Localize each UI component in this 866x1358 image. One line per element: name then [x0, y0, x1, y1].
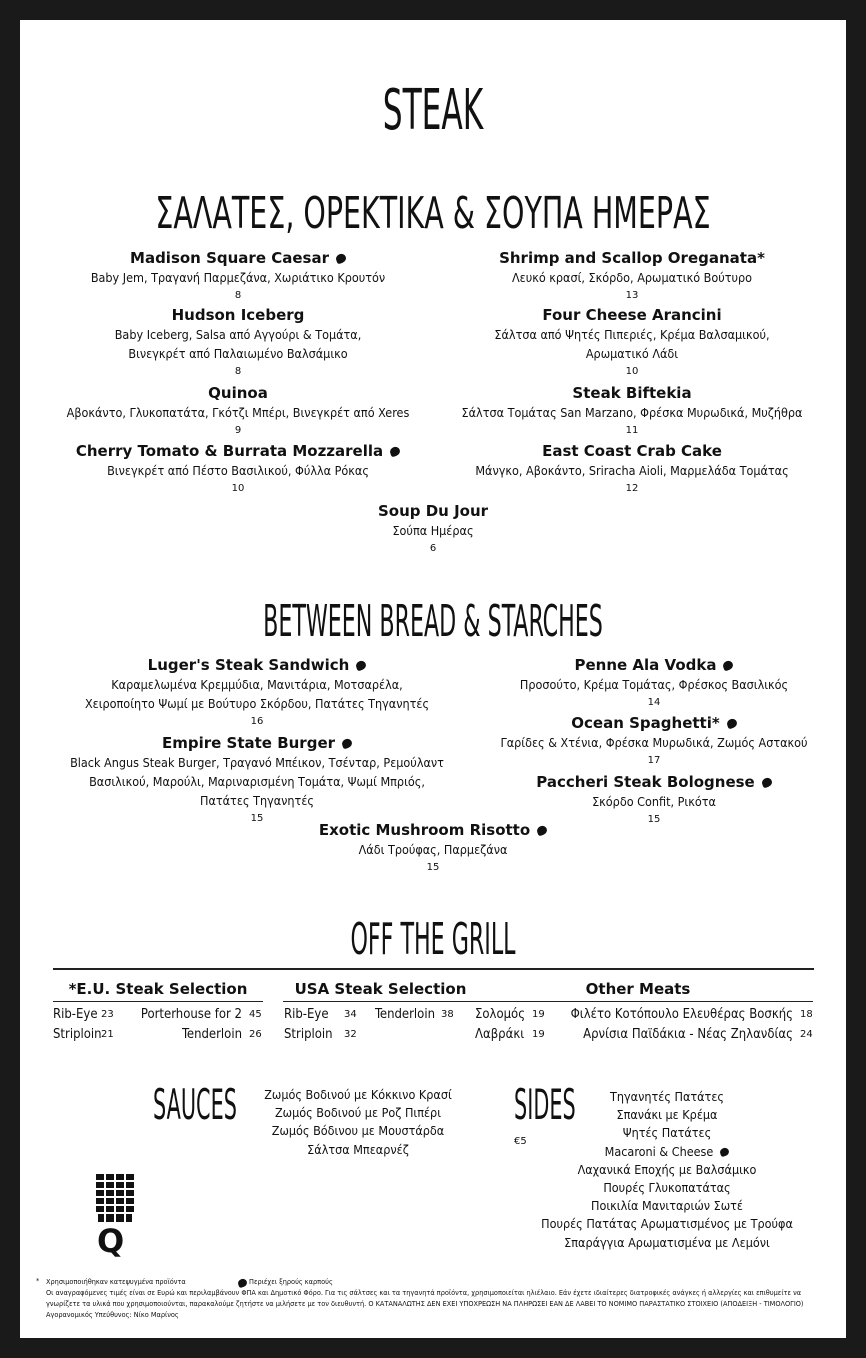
- menu-item-price: 12: [625, 483, 639, 494]
- sides-list: [517, 1088, 817, 1252]
- menu-item-price: 9: [234, 425, 242, 436]
- nut-leaf-icon: [760, 777, 772, 789]
- menu-item-name-text: Exotic Mushroom Risotto: [318, 821, 531, 839]
- menu-title: STEAK: [382, 78, 484, 143]
- menu-item-price: 15: [647, 814, 661, 825]
- menu-item-name: [233, 502, 633, 521]
- menu-item: [454, 656, 854, 710]
- section-title-grill: OFF THE GRILL: [350, 914, 516, 965]
- menu-item: [454, 714, 854, 768]
- menu-item-name: [432, 306, 832, 325]
- nut-leaf-icon: [335, 253, 347, 265]
- menu-item-description: Σάλτσα Τομάτας San Marzano, Φρέσκα Μυρωδικά, Μυζήθρα: [461, 405, 803, 420]
- menu-item-name: [432, 249, 832, 268]
- footer-star-symbol: *: [36, 1276, 40, 1285]
- sauce-item: Ζωμός Βοδινού με Ροζ Πιπέρι: [274, 1105, 442, 1121]
- menu-item-price: 16: [250, 716, 264, 727]
- menu-item-description: Σούπα Ημέρας: [392, 523, 474, 538]
- grill-other-rule: [473, 1001, 813, 1002]
- menu-item: [38, 384, 438, 438]
- menu-item: [432, 249, 832, 303]
- grill-price: 32: [344, 1029, 357, 1040]
- menu-item-name-text: Soup Du Jour: [377, 502, 489, 520]
- nut-leaf-icon: [237, 1278, 248, 1289]
- grill-price: 23: [101, 1009, 114, 1020]
- side-item-text: Λαχανικά Εποχής με Βαλσάμικο: [577, 1161, 757, 1177]
- menu-item-price: 14: [647, 697, 661, 708]
- menu-item-price: 15: [426, 862, 440, 873]
- menu-item-description: Βασιλικού, Μαρούλι, Μαριναρισμένη Τομάτα, Ψωμί Μπριός,: [89, 774, 425, 789]
- grill-usa-heading: USA Steak Selection: [294, 980, 467, 998]
- menu-item-description: Γαρίδες & Χτένια, Φρέσκα Μυρωδικά, Ζωμός Αστακού: [500, 735, 808, 750]
- side-item: [517, 1215, 817, 1233]
- menu-item-description: Σάλτσα από Ψητές Πιπεριές, Κρέμα Βαλσαμικού,: [494, 327, 770, 342]
- grill-cut: Φιλέτο Κοτόπουλο Ελευθέρας Βοσκής: [570, 1007, 793, 1022]
- grill-price: 19: [532, 1009, 545, 1020]
- menu-item-price: 6: [429, 543, 437, 554]
- menu-item: [233, 821, 633, 875]
- menu-item-price: 13: [625, 290, 639, 301]
- grill-cut: Striploin: [53, 1027, 102, 1042]
- sides-title: SIDES: [514, 1080, 576, 1129]
- nut-leaf-icon: [722, 660, 734, 672]
- menu-item-description: Προσούτο, Κρέμα Τομάτας, Φρέσκος Βασιλικός: [519, 677, 789, 692]
- side-item: [517, 1143, 817, 1161]
- menu-item-name: [454, 773, 854, 792]
- grill-price: 24: [800, 1029, 813, 1040]
- grill-usa-rule: [283, 1001, 478, 1002]
- menu-item-name: [42, 734, 472, 753]
- menu-item: [233, 502, 633, 556]
- side-item-text: Macaroni & Cheese: [604, 1143, 714, 1159]
- menu-item-description: Καραμελωμένα Κρεμμύδια, Μανιτάρια, Μοτσαρέλα,: [111, 677, 403, 692]
- menu-item-name-text: Quinoa: [208, 384, 268, 402]
- grill-cut: Αρνίσια Παϊδάκια - Νέας Ζηλανδίας: [583, 1027, 793, 1042]
- menu-item-name-text: Cherry Tomato & Burrata Mozzarella: [75, 442, 384, 460]
- menu-item-price: 8: [234, 290, 242, 301]
- menu-item-name: [432, 442, 832, 461]
- section-title-salads: ΣΑΛΑΤΕΣ, ΟΡΕΚΤΙΚΑ & ΣΟΥΠΑ ΗΜΕΡΑΣ: [155, 188, 711, 239]
- menu-item: [42, 734, 472, 826]
- side-item: [517, 1234, 817, 1252]
- grill-eu-rule: [53, 1001, 263, 1002]
- sides-price: €5: [514, 1136, 527, 1147]
- menu-item: [38, 249, 438, 303]
- nut-leaf-icon: [341, 738, 353, 750]
- grill-cut: Σολομός: [475, 1007, 526, 1022]
- menu-item: [42, 656, 472, 729]
- side-item-text: Ποικιλία Μανιταριών Σωτέ: [591, 1198, 743, 1214]
- menu-item-description: Χειροποίητο Ψωμί με Βούτυρο Σκόρδου, Πατάτες Τηγανητές: [84, 696, 430, 711]
- grill-price: 21: [101, 1029, 114, 1040]
- side-item: [517, 1161, 817, 1179]
- side-item-text: Πουρές Γλυκοπατάτας: [603, 1180, 731, 1196]
- menu-item-name-text: Four Cheese Arancini: [542, 306, 722, 324]
- menu-item-name-text: Luger's Steak Sandwich: [147, 656, 350, 674]
- menu-item-name-text: Steak Biftekia: [572, 384, 692, 402]
- footer-line-2: γνωρίζετε τα υλικά που χρησιμοποιούνται, παρακαλούμε ζητήστε να μιλήσετε με τον διευθυντή. Ο ΚΑΤΑΝΑΛΩΤΗΣ ΔΕΝ ΕΧΕΙ ΥΠΟΧΡΕΩΣΗ ΝΑ ΠΛΗΡΩΣΕΙ ΕΑΝ ΔΕ ΛΑΒΕΙ ΤΟ ΝΟΜΙΜΟ ΠΑΡΑΣΤΑΤΙΚΟ ΣΤΟΙΧΕΙΟ (ΑΠΟΔΕΙΞΗ - ΤΙΜΟΛΟΓΙΟ): [46, 1299, 804, 1308]
- side-item: [517, 1106, 817, 1124]
- menu-item-name-text: Madison Square Caesar: [130, 249, 329, 267]
- menu-item-description: Βινεγκρέτ από Παλαιωμένο Βαλσάμικο: [128, 346, 348, 361]
- side-item-text: Σπαράγγια Αρωματισμένα με Λεμόνι: [564, 1234, 770, 1250]
- footer-line-3: Αγορανομικός Υπεύθυνος: Νίκο Μαρίνος: [46, 1310, 179, 1319]
- side-item-text: Σπανάκι με Κρέμα: [616, 1107, 718, 1123]
- chef-hat-logo: [90, 1170, 140, 1265]
- side-item-text: Ψητές Πατάτες: [622, 1125, 712, 1141]
- grill-cut: Porterhouse for 2: [140, 1007, 242, 1022]
- menu-item: [432, 384, 832, 438]
- footer-nuts-note: Περιέχει ξηρούς καρπούς: [249, 1277, 333, 1286]
- side-item: [517, 1088, 817, 1106]
- grill-top-rule: [53, 968, 814, 970]
- side-item-text: Τηγανητές Πατάτες: [610, 1089, 724, 1104]
- menu-item-price: 10: [625, 366, 639, 377]
- side-item: [517, 1124, 817, 1142]
- nut-leaf-icon: [725, 718, 737, 730]
- menu-item-description: Λευκό κρασί, Σκόρδο, Αρωματικό Βούτυρο: [511, 270, 753, 285]
- grill-price: 19: [532, 1029, 545, 1040]
- menu-item-description: Βινεγκρέτ από Πέστο Βασιλικού, Φύλλα Ρόκας: [107, 463, 369, 478]
- grill-cut: Striploin: [284, 1027, 333, 1042]
- menu-page: [20, 20, 846, 1338]
- side-item: [517, 1179, 817, 1197]
- grill-cut: Tenderloin: [374, 1007, 435, 1022]
- footer-line-1: Οι αναγραφόμενες τιμές είναι σε Ευρώ και περιλαμβάνουν ΦΠΑ και Δημοτικό Φόρο. Για τις σάλτσες και τα τηγανητά προϊόντα, χρησιμοποιείται ηλιέλαιο. Εάν έχετε ιδιαίτερες διατροφικές ανάγκες ή αλλεργίες και επιθυμείτε να: [46, 1288, 802, 1297]
- menu-item-price: 17: [647, 755, 661, 766]
- menu-item-name: [432, 384, 832, 403]
- menu-item-name-text: Shrimp and Scallop Oreganata*: [499, 249, 765, 267]
- menu-item-name: [38, 306, 438, 325]
- menu-item-description: Αβοκάντο, Γλυκοπατάτα, Γκότζι Μπέρι, Βινεγκρέτ από Xeres: [66, 405, 410, 420]
- menu-item-name: [38, 442, 438, 461]
- menu-item-description: Μάνγκο, Αβοκάντο, Sriracha Aioli, Μαρμελάδα Τομάτας: [475, 463, 789, 478]
- menu-item-name-text: Hudson Iceberg: [171, 306, 305, 324]
- grill-price: 38: [441, 1009, 454, 1020]
- menu-item: [454, 773, 854, 827]
- nut-leaf-icon: [719, 1146, 730, 1157]
- grill-cut: Λαβράκι: [475, 1027, 525, 1042]
- menu-item: [38, 442, 438, 496]
- menu-item-price: 10: [231, 483, 245, 494]
- menu-item-name-text: Ocean Spaghetti*: [571, 714, 720, 732]
- nut-leaf-icon: [536, 825, 548, 837]
- side-item-text: Πουρές Πατάτας Αρωματισμένος με Τρούφα: [541, 1216, 793, 1232]
- grill-price: 45: [249, 1009, 262, 1020]
- menu-item-description: Black Angus Steak Burger, Τραγανό Μπέικον, Τσένταρ, Ρεμούλαντ: [70, 755, 444, 770]
- menu-item-description: Baby Iceberg, Salsa από Αγγούρι & Τομάτα,: [114, 327, 362, 342]
- grill-other-heading: Other Meats: [585, 980, 691, 998]
- menu-item-description: Πατάτες Τηγανητές: [200, 793, 314, 808]
- sauces-list: [248, 1086, 468, 1159]
- menu-item-price: 15: [250, 813, 264, 824]
- menu-item-description: Σκόρδο Confit, Ρικότα: [592, 794, 716, 809]
- grill-price: 26: [249, 1029, 262, 1040]
- menu-item-name: [454, 656, 854, 675]
- menu-item-description: Λάδι Τρούφας, Παρμεζάνα: [358, 842, 508, 857]
- menu-item: [432, 306, 832, 379]
- menu-item-description: Baby Jem, Τραγανή Παρμεζάνα, Χωριάτικο Κρουτόν: [90, 270, 386, 285]
- grill-price: 18: [800, 1009, 813, 1020]
- menu-item-price: 11: [625, 425, 639, 436]
- grill-eu-heading: *E.U. Steak Selection: [68, 980, 248, 998]
- grill-cut: Tenderloin: [181, 1027, 242, 1042]
- menu-item-description: Αρωματικό Λάδι: [585, 346, 679, 361]
- menu-item-name: [233, 821, 633, 840]
- nut-leaf-icon: [389, 446, 401, 458]
- section-title-bread: BETWEEN BREAD & STARCHES: [263, 596, 603, 647]
- menu-item-name: [38, 249, 438, 268]
- menu-item-name: [38, 384, 438, 403]
- sauce-item: Ζωμός Βοδινού με Κόκκινο Κρασί: [264, 1087, 452, 1102]
- grill-price: 34: [344, 1009, 357, 1020]
- menu-item-name-text: Penne Ala Vodka: [574, 656, 717, 674]
- menu-item-name-text: Empire State Burger: [161, 734, 336, 752]
- menu-item-name: [42, 656, 472, 675]
- sauces-title: SAUCES: [153, 1080, 237, 1129]
- menu-item: [38, 306, 438, 379]
- logo-letter: Q: [97, 1222, 125, 1260]
- menu-item: [432, 442, 832, 496]
- side-item: [517, 1197, 817, 1215]
- menu-item-name-text: Paccheri Steak Bolognese: [536, 773, 755, 791]
- sauce-item: Σάλτσα Μπεαρνέζ: [307, 1141, 409, 1157]
- grill-cut: Rib-Eye: [284, 1007, 329, 1022]
- footer-frozen-note: Χρησιμοποιήθηκαν κατεψυγμένα προϊόντα: [46, 1277, 186, 1286]
- grill-cut: Rib-Eye: [53, 1007, 98, 1022]
- menu-item-name: [454, 714, 854, 733]
- sauce-item: Ζωμός Βόδινου με Μουστάρδα: [271, 1123, 445, 1139]
- menu-item-price: 8: [234, 366, 242, 377]
- menu-item-name-text: East Coast Crab Cake: [542, 442, 722, 460]
- nut-leaf-icon: [355, 660, 367, 672]
